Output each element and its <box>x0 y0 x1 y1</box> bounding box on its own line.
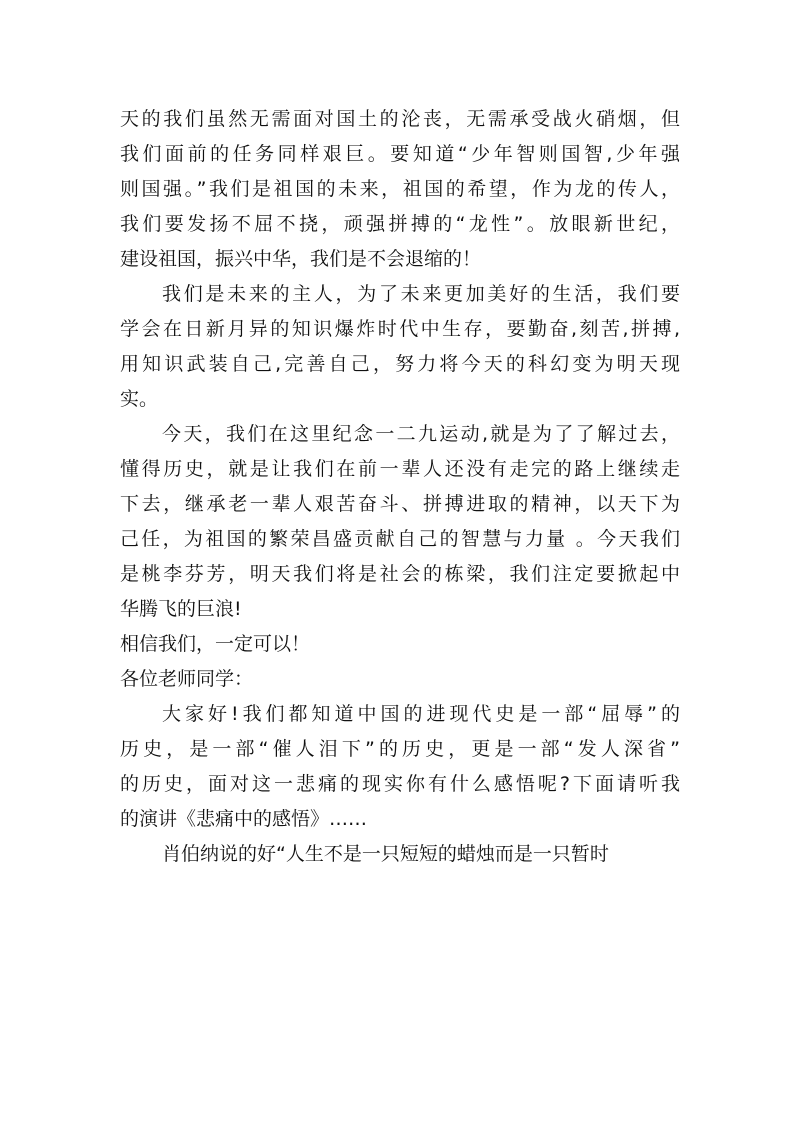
text-line: 天的我们虽然无需面对国土的沦丧，无需承受战火硝烟，但 <box>120 108 680 130</box>
text-line: 懂得历史，就是让我们在前一辈人还没有走完的路上继续走 <box>120 458 680 480</box>
text-line: 相信我们，一定可以！ <box>120 633 311 655</box>
text-line: 下去，继承老一辈人艰苦奋斗、拼搏进取的精神，以天下为 <box>120 493 680 515</box>
text-line: 我们是未来的主人，为了未来更加美好的生活，我们要 <box>162 283 680 305</box>
text-line: 实。 <box>120 388 159 410</box>
text-line: 肖伯纳说的好“人生不是一只短短的蜡烛而是一只暂时 <box>162 843 609 865</box>
text-line: 学会在日新月异的知识爆炸时代中生存，要勤奋,刻苦,拼搏, <box>120 318 680 340</box>
text-line: 历史，是一部“催人泪下”的历史，更是一部“发人深省” <box>120 738 680 760</box>
text-line: 则国强。”我们是祖国的未来，祖国的希望，作为龙的传人， <box>120 178 680 200</box>
text-line: 的演讲《悲痛中的感悟》…… <box>120 808 368 830</box>
text-line: 我们要发扬不屈不挠，顽强拼搏的“龙性”。放眼新世纪， <box>120 213 680 235</box>
text-line: 大家好!我们都知道中国的进现代史是一部“屈辱”的 <box>162 703 680 725</box>
text-line: 华腾飞的巨浪! <box>120 598 242 620</box>
text-line: 今天，我们在这里纪念一二九运动,就是为了了解过去， <box>162 423 680 445</box>
text-line: 己任，为祖国的繁荣昌盛贡献自己的智慧与力量 。今天我们 <box>120 528 680 550</box>
text-line: 用知识武装自己,完善自己，努力将今天的科幻变为明天现 <box>120 353 680 375</box>
text-line: 各位老师同学： <box>120 668 254 690</box>
text-line: 建设祖国，振兴中华，我们是不会退缩的！ <box>120 248 482 270</box>
body-text <box>120 102 680 872</box>
text-line: 的历史，面对这一悲痛的现实你有什么感悟呢?下面请听我 <box>120 773 680 795</box>
text-line: 我们面前的任务同样艰巨。要知道“少年智则国智,少年强 <box>120 143 680 165</box>
text-line: 是桃李芬芳，明天我们将是社会的栋梁，我们注定要掀起中 <box>120 563 680 585</box>
